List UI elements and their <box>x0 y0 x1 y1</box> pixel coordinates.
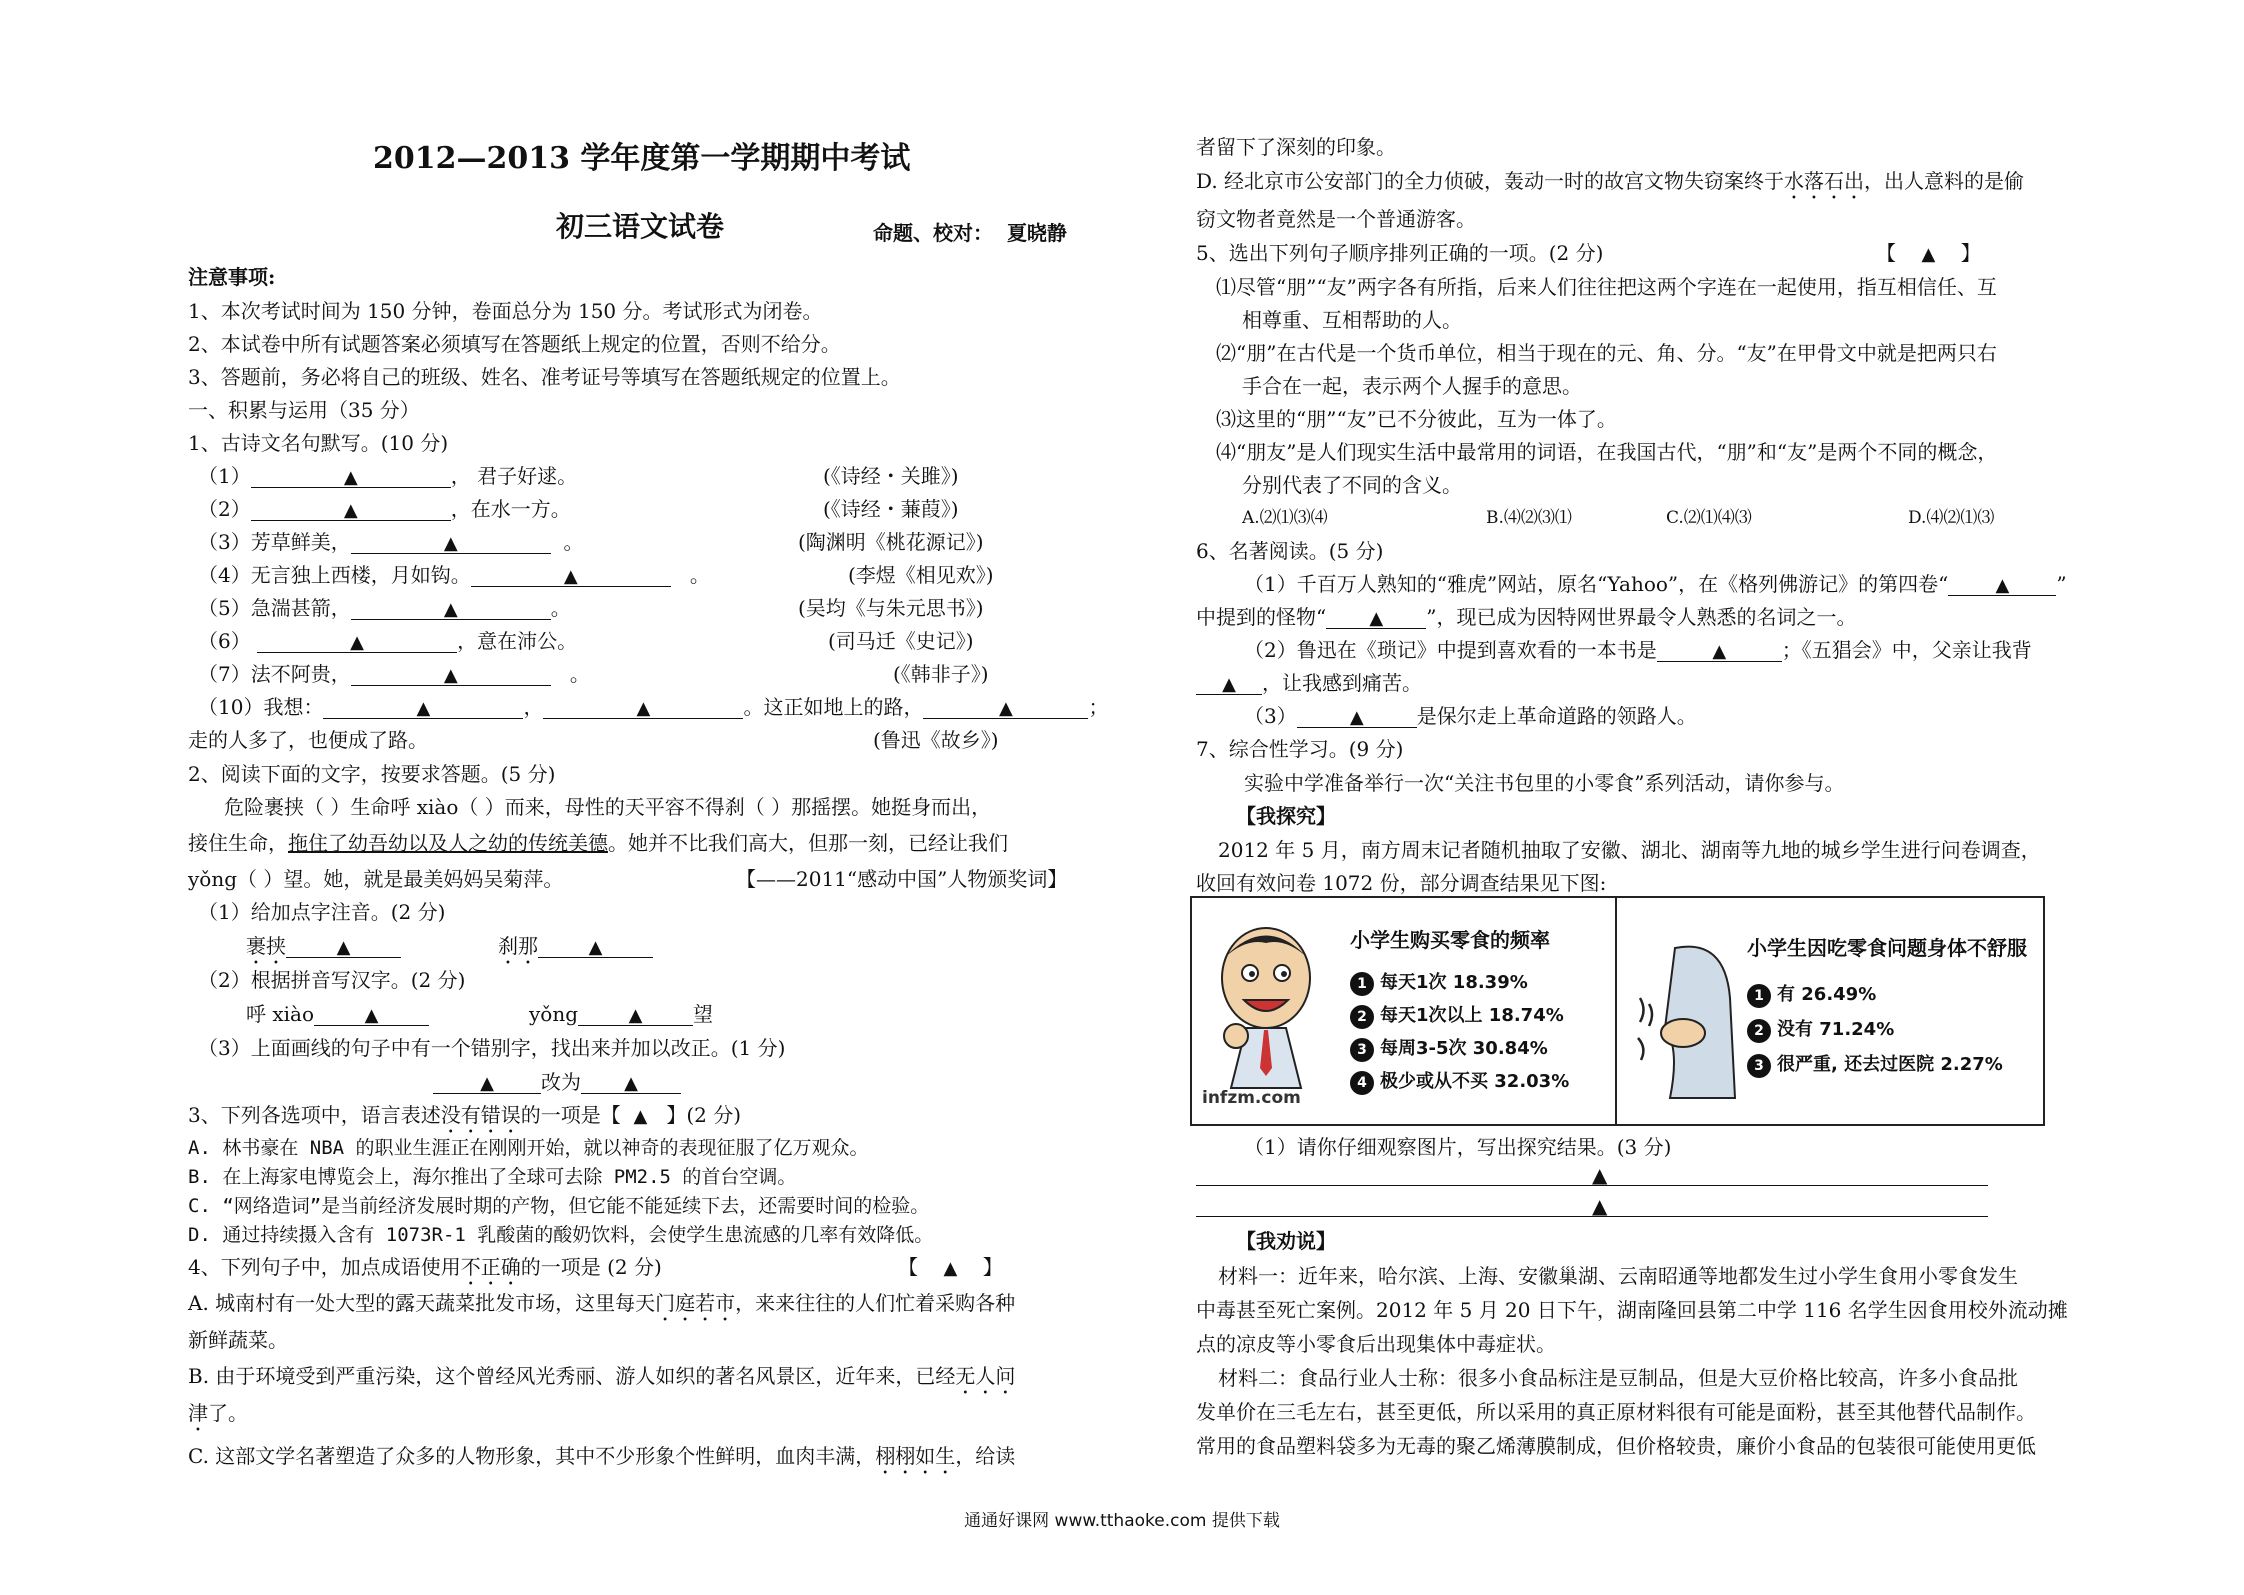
survey-item: 2 没有 71.24% <box>1747 1015 1894 1043</box>
q3-option[interactable]: B. 在上海家电博览会上，海尔推出了全球可去除 PM2.5 的首台空调。 <box>188 1166 797 1188</box>
answer-blank[interactable]: ▲ <box>251 465 451 488</box>
q6-item-cont: 中提到的怪物“ ▲ ”，现已成为因特网世界最令人熟悉的名词之一。 <box>1196 605 1857 629</box>
q4-option[interactable]: B. 由于环境受到严重污染，这个曾经风光秀丽、游人如织的著名风景区，近年来，已经无人问 <box>188 1364 1016 1388</box>
q1-source: (《诗经・关雎》) <box>823 464 959 488</box>
q4-option-cont: 津了。 <box>188 1401 248 1425</box>
q3-option[interactable]: C. “网络造词”是当前经济发展时期的产物，但它能不能延续下去，还需要时间的检验。 <box>188 1195 930 1217</box>
panel-title: 小学生购买零食的频率 <box>1350 928 1550 952</box>
figure-panel-frequency <box>1192 898 1615 1124</box>
survey-item: 2 每天1次以上 18.74% <box>1350 1001 1564 1029</box>
answer-marker: ▲ <box>1592 1194 1608 1218</box>
q7-heading: 7、综合性学习。(9 分) <box>1196 737 1404 761</box>
answer-blank[interactable]: ▲ <box>581 1071 681 1094</box>
answer-blank[interactable]: ▲ <box>578 1003 693 1026</box>
q7-paragraph: 2012 年 5 月，南方周末记者随机抽取了安徽、湖北、湖南等九地的城乡学生进行问卷调查， <box>1218 838 2041 862</box>
q1-item-line2: 走的人多了，也便成了路。 <box>188 728 428 752</box>
q1-item: （4）无言独上西楼，月如钩。 ▲ 。 <box>198 563 710 587</box>
answer-blank[interactable]: ▲ <box>351 531 551 554</box>
q1-source: (《诗经・蒹葭》) <box>823 497 959 521</box>
exam-title: 2012—2013 学年度第一学期期中考试 <box>373 141 911 176</box>
q5-heading: 5、选出下列句子顺序排列正确的一项。(2 分) <box>1196 241 1604 265</box>
q1-source: (李煜《相见欢》) <box>848 563 994 587</box>
exam-subtitle: 初三语文试卷 <box>556 210 725 243</box>
q4-option[interactable]: C. 这部文学名著塑造了众多的人物形象，其中不少形象个性鲜明，血肉丰满，栩栩如生，给读 <box>188 1444 1016 1468</box>
answer-blank[interactable]: ▲ <box>1196 672 1262 695</box>
q5-sentence: ⑴尽管“朋”“友”两字各有所指，后来人们往往把这两个字连在一起使用，指互相信任、互 <box>1216 275 1997 299</box>
material-text: 材料二：食品行业人士称：很多小食品标注是豆制品，但是大豆价格比较高，许多小食品批 <box>1218 1366 2018 1390</box>
notice-heading: 注意事项: <box>188 265 276 289</box>
answer-blank[interactable]: ▲ <box>538 935 653 958</box>
q7-sub1: （1）请你仔细观察图片，写出探究结果。(3 分) <box>1244 1135 1672 1159</box>
q2-sub3-answers: ▲ 改为 ▲ <box>433 1069 681 1095</box>
q5-sentence: ⑷“朋友”是人们现实生活中最常用的词语，在我国古代，“朋”和“友”是两个不同的概念， <box>1216 440 1998 464</box>
q1-item: （5）急湍甚箭， ▲ 。 <box>198 596 571 620</box>
q1-item: （7）法不阿贵， ▲ 。 <box>198 662 590 686</box>
answer-blank[interactable]: ▲ <box>251 498 451 521</box>
q2-sub1-answers: 裹挟 ▲ 刹那 ▲ <box>246 933 653 969</box>
q1-item: （1） ▲ ， 君子好逑。 <box>198 464 578 488</box>
answer-blank[interactable]: ▲ <box>351 597 551 620</box>
q5-option[interactable]: A.⑵⑴⑶⑷ <box>1242 508 1328 528</box>
q5-option[interactable]: B.⑷⑵⑶⑴ <box>1486 508 1572 528</box>
q1-source: (鲁迅《故乡》) <box>873 728 999 752</box>
q2-sub3: （3）上面画线的句子中有一个错别字，找出来并加以改正。(1 分) <box>198 1036 786 1060</box>
q5-sentence-cont: 分别代表了不同的含义。 <box>1242 473 1462 497</box>
section-label-persuade: 【我劝说】 <box>1236 1229 1336 1253</box>
q4-option-cont: 窃文物者竟然是一个普通游客。 <box>1196 207 1476 231</box>
q6-item-cont: ▲ ，让我感到痛苦。 <box>1196 670 1422 696</box>
answer-blank[interactable]: ▲ <box>471 564 671 587</box>
survey-item: 1 每天1次 18.39% <box>1350 968 1528 996</box>
q4-option[interactable]: A. 城南村有一处大型的露天蔬菜批发市场，这里每天门庭若市，来来往往的人们忙着采购各种 <box>188 1291 1016 1315</box>
answer-blank[interactable]: ▲ <box>314 1003 429 1026</box>
q1-item: （10）我想： ▲ ， ▲ 。这正如地上的路， ▲ ； <box>198 695 1109 719</box>
q5-sentence: ⑶这里的“朋”“友”已不分彼此，互为一体了。 <box>1216 407 1617 431</box>
answer-marker: ▲ <box>943 1258 958 1279</box>
q5-bracket: 【 ▲ 】 <box>1876 241 1981 265</box>
answer-blank[interactable]: ▲ <box>543 696 743 719</box>
survey-figure <box>1190 896 2045 1126</box>
figure-panel-discomfort <box>1617 898 2043 1124</box>
material-text: 材料一：近年来，哈尔滨、上海、安徽巢湖、云南昭通等地都发生过小学生食用小零食发生 <box>1218 1264 2018 1288</box>
q7-intro: 实验中学准备举行一次“关注书包里的小零食”系列活动，请你参与。 <box>1244 771 1845 795</box>
q6-item: （2）鲁迅在《琐记》中提到喜欢看的一本书是 ▲ ；《五猖会》中，父亲让我背 <box>1244 638 2032 662</box>
q2-passage: yǒng（ ）望。她，就是最美妈妈吴菊萍。 <box>188 867 564 891</box>
survey-item: 1 有 26.49% <box>1747 980 1876 1008</box>
q2-source: 【——2011“感动中国”人物颁奖词】 <box>736 867 1068 891</box>
survey-item: 4 极少或从不买 32.03% <box>1350 1067 1569 1095</box>
notice-item: 2、本试卷中所有试题答案必须填写在答题纸上规定的位置，否则不给分。 <box>188 332 841 356</box>
q1-source: (陶渊明《桃花源记》) <box>798 530 984 554</box>
answer-blank[interactable]: ▲ <box>923 696 1088 719</box>
answer-blank[interactable]: ▲ <box>1948 573 2056 596</box>
q3-option[interactable]: D. 通过持续摄入含有 1073R-1 乳酸菌的酸奶饮料，会使学生患流感的几率有效降低。 <box>188 1224 934 1246</box>
q5-sentence-cont: 手合在一起，表示两个人握手的意思。 <box>1242 374 1582 398</box>
answer-blank[interactable]: ▲ <box>323 696 523 719</box>
underlined-sentence: 拖住了幼吾幼以及人之幼的传统美德 <box>288 831 608 855</box>
q2-sub2-answers: 呼 xiào ▲ yǒng ▲ 望 <box>246 1002 714 1026</box>
q7-paragraph: 收回有效问卷 1072 份，部分调查结果见下图: <box>1196 871 1607 895</box>
q5-option[interactable]: C.⑵⑴⑷⑶ <box>1666 508 1752 528</box>
q5-sentence-cont: 相尊重、互相帮助的人。 <box>1242 308 1462 332</box>
author-line: 命题、校对： 夏晓静 <box>873 221 1067 245</box>
stomach-ache-icon <box>1635 938 1745 1108</box>
q6-item: （3） ▲ 是保尔走上革命道路的领路人。 <box>1244 704 1697 728</box>
section-heading: 一、积累与运用（35 分） <box>188 398 420 422</box>
q2-sub2: （2）根据拼音写汉字。(2 分) <box>198 968 466 992</box>
q1-item: （2） ▲ ，在水一方。 <box>198 497 571 521</box>
material-text: 常用的食品塑料袋多为无毒的聚乙烯薄膜制成，但价格较贵，廉价小食品的包装很可能使用更低 <box>1196 1434 2036 1458</box>
q6-heading: 6、名著阅读。(5 分) <box>1196 539 1384 563</box>
q4-option-cont: 新鲜蔬菜。 <box>188 1328 288 1352</box>
answer-blank[interactable]: ▲ <box>1297 705 1417 728</box>
q5-option[interactable]: D.⑷⑵⑴⑶ <box>1908 508 1995 528</box>
material-text: 点的凉皮等小零食后出现集体中毒症状。 <box>1196 1332 1556 1356</box>
q4-option-cont: 者留下了深刻的印象。 <box>1196 135 1396 159</box>
answer-blank[interactable]: ▲ <box>286 935 401 958</box>
q4-bracket: 【 ▲ 】 <box>898 1255 1003 1279</box>
q1-item: （3）芳草鲜美， ▲ 。 <box>198 530 584 554</box>
cartoon-kid-icon <box>1206 918 1326 1108</box>
notice-item: 3、答题前，务必将自己的班级、姓名、准考证号等填写在答题纸规定的位置上。 <box>188 365 901 389</box>
answer-blank[interactable]: ▲ <box>1326 606 1426 629</box>
material-text: 中毒甚至死亡案例。2012 年 5 月 20 日下午，湖南隆回县第二中学 116 名学生因食用校外流动摊 <box>1196 1298 2068 1322</box>
answer-marker: ▲ <box>1921 244 1936 265</box>
answer-blank[interactable]: ▲ <box>1657 639 1782 662</box>
survey-item: 3 每周3-5次 30.84% <box>1350 1034 1548 1062</box>
q2-heading: 2、阅读下面的文字，按要求答题。(5 分) <box>188 762 556 786</box>
answer-marker: ▲ <box>633 1106 648 1127</box>
q1-heading: 1、古诗文名句默写。(10 分) <box>188 431 449 455</box>
q1-item: （6） ▲ ，意在沛公。 <box>198 629 578 653</box>
q2-passage: 接住生命，拖住了幼吾幼以及人之幼的传统美德。她并不比我们高大，但那一刻，已经让我们 <box>188 831 1008 855</box>
survey-item: 3 很严重, 还去过医院 2.27% <box>1747 1050 2003 1078</box>
q6-item: （1）千百万人熟知的“雅虎”网站，原名“Yahoo”，在《格列佛游记》的第四卷“ ▲ ” <box>1244 572 2067 596</box>
q1-source: (吴均《与朱元思书》) <box>798 596 984 620</box>
q3-heading: 3、下列各选项中，语言表述没有错误的一项是【 ▲ 】(2 分) <box>188 1103 742 1127</box>
q2-passage: 危险裹挟（ ）生命呼 xiào（ ）而来，母性的天平容不得刹（ ）那摇摆。她挺身而出， <box>224 795 992 819</box>
answer-blank[interactable]: ▲ <box>433 1071 541 1094</box>
q1-source: (司马迁《史记》) <box>828 629 974 653</box>
q4-option[interactable]: D. 经北京市公安部门的全力侦破，轰动一时的故宫文物失窃案终于水落石出，出人意料的是偷 <box>1196 169 2025 193</box>
watermark-text: infzm.com <box>1202 1088 1301 1108</box>
answer-marker: ▲ <box>1592 1163 1608 1187</box>
section-label-explore: 【我探究】 <box>1236 804 1336 828</box>
q1-source: (《韩非子》) <box>893 662 989 686</box>
panel-title: 小学生因吃零食问题身体不舒服 <box>1747 936 2027 960</box>
q2-sub1: （1）给加点字注音。(2 分) <box>198 900 446 924</box>
material-text: 发单价在三毛左右，甚至更低，所以采用的真正原材料很有可能是面粉，甚至其他替代品制作。 <box>1196 1400 2036 1424</box>
answer-blank[interactable]: ▲ <box>351 663 551 686</box>
footer-text: 通通好课网 www.tthaoke.com 提供下载 <box>964 1511 1280 1531</box>
q5-sentence: ⑵“朋”在古代是一个货币单位，相当于现在的元、角、分。“友”在甲骨文中就是把两只右 <box>1216 341 1997 365</box>
notice-item: 1、本次考试时间为 150 分钟，卷面总分为 150 分。考试形式为闭卷。 <box>188 299 823 323</box>
author-name: 夏晓静 <box>1006 221 1067 245</box>
q4-heading: 4、下列句子中，加点成语使用不正确的一项是 (2 分) <box>188 1255 662 1279</box>
q3-option[interactable]: A. 林书豪在 NBA 的职业生涯正在刚刚开始，就以神奇的表现征服了亿万观众。 <box>188 1137 869 1159</box>
answer-blank[interactable]: ▲ <box>257 630 457 653</box>
